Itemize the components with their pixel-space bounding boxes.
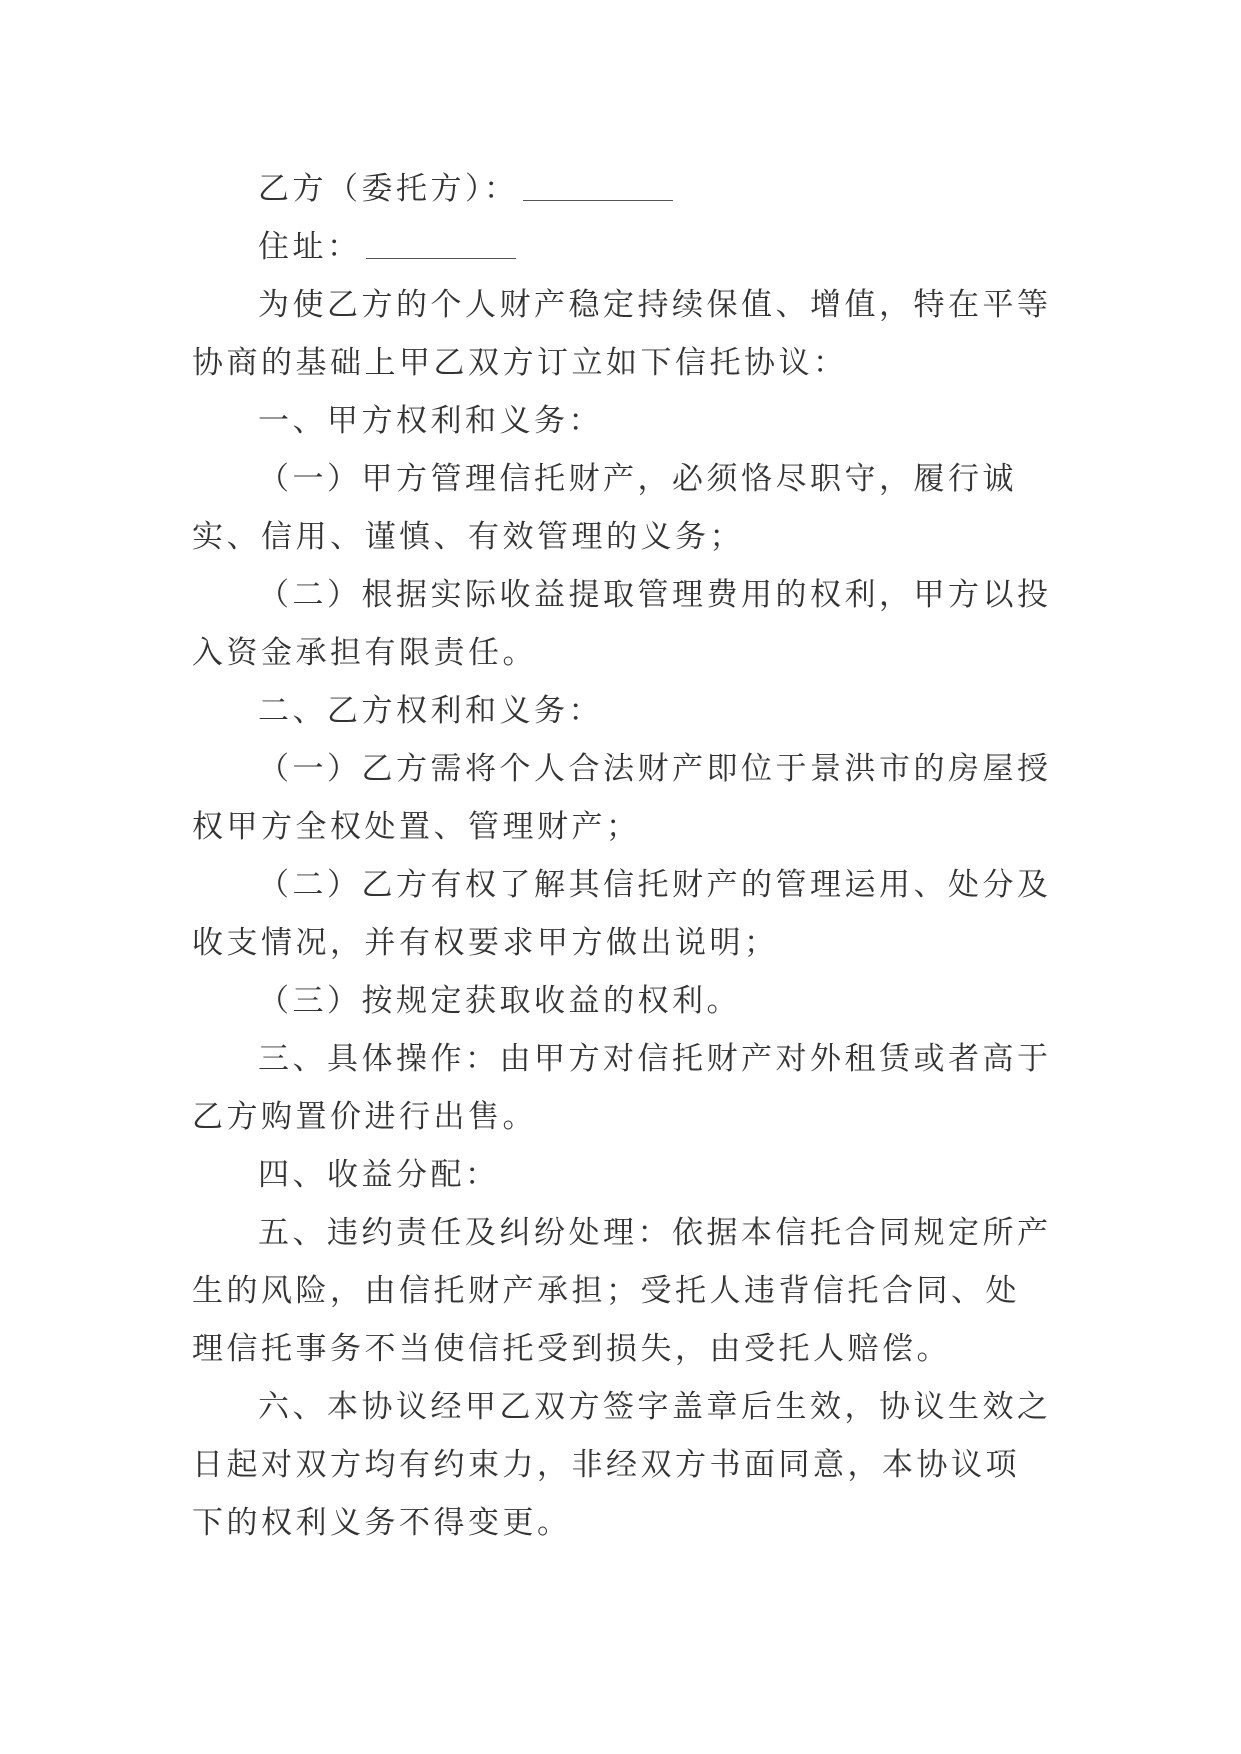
section5-paragraph: 五、违约责任及纠纷处理：依据本信托合同规定所产生的风险，由信托财产承担；受托人违背信托合同、处理信托事务不当使信托受到损失，由受托人赔偿。 (192, 1215, 1052, 1367)
section1-heading: 一、甲方权利和义务： (258, 403, 603, 439)
party-b-label: 乙方（委托方）： (258, 171, 519, 207)
section1-item2: （二）根据实际收益提取管理费用的权利，甲方以投入资金承担有限责任。 (192, 577, 1052, 671)
address-line (192, 218, 1052, 276)
section4-paragraph: 四、收益分配： (258, 1157, 500, 1193)
document-body (192, 160, 1052, 1552)
section1-item1: （一）甲方管理信托财产，必须恪尽职守，履行诚实、信用、谨慎、有效管理的义务； (192, 461, 1017, 555)
intro-paragraph: 为使乙方的个人财产稳定持续保值、增值，特在平等协商的基础上甲乙双方订立如下信托协议： (192, 287, 1052, 381)
section2-heading: 二、乙方权利和义务： (258, 693, 603, 729)
section6-paragraph: 六、本协议经甲乙双方签字盖章后生效，协议生效之日起对双方均有约束力，非经双方书面同意，本协议项下的权利义务不得变更。 (192, 1389, 1052, 1541)
section2-item2: （二）乙方有权了解其信托财产的管理运用、处分及收支情况，并有权要求甲方做出说明； (192, 867, 1052, 961)
address-blank-field[interactable] (366, 228, 516, 259)
address-label: 住址： (258, 229, 362, 265)
party-b-blank-field[interactable] (523, 170, 673, 201)
section3-paragraph: 三、具体操作：由甲方对信托财产对外租赁或者高于乙方购置价进行出售。 (192, 1041, 1052, 1135)
party-b-line (192, 160, 1052, 218)
section2-item3: （三）按规定获取收益的权利。 (258, 983, 741, 1019)
section2-item1: （一）乙方需将个人合法财产即位于景洪市的房屋授权甲方全权处置、管理财产； (192, 751, 1052, 845)
